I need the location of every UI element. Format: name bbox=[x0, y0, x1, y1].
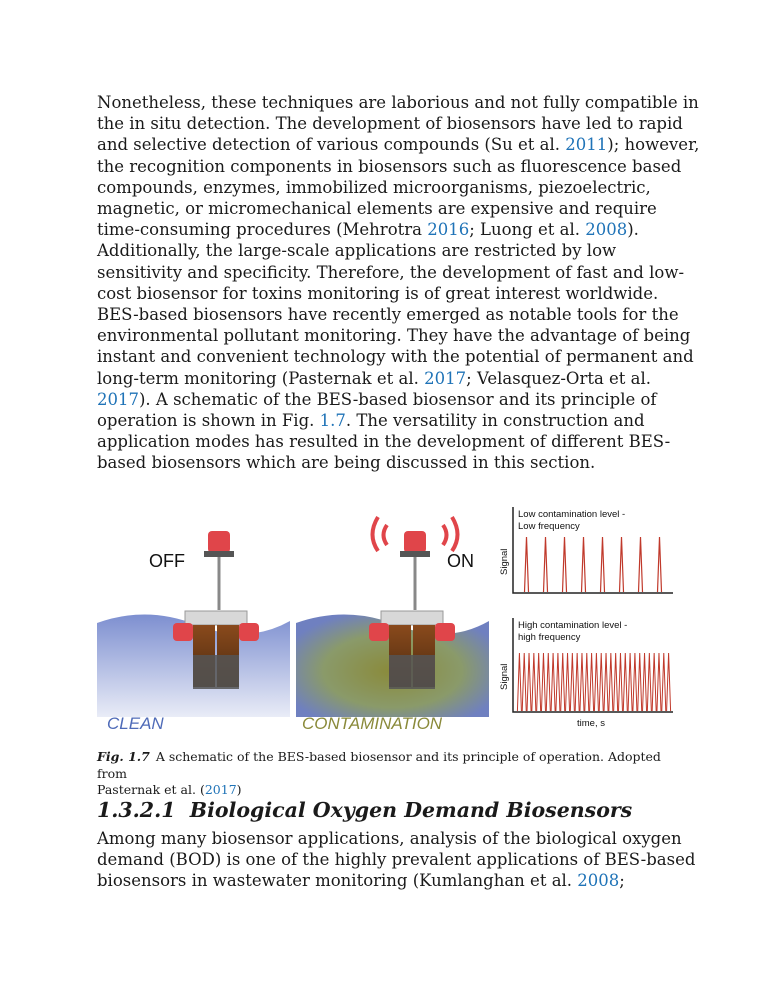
plot-top-ylabel: Signal bbox=[499, 548, 510, 575]
plot-bottom-title-2: high frequency bbox=[518, 632, 581, 643]
signal-spike bbox=[580, 653, 584, 711]
plot-xlabel: time, s bbox=[577, 718, 605, 729]
plot-top-title-2: Low frequency bbox=[518, 521, 580, 532]
signal-spike bbox=[541, 653, 545, 711]
citation-link[interactable]: 2017 bbox=[97, 389, 139, 409]
signal-spike bbox=[604, 653, 608, 711]
signal-spike bbox=[585, 653, 589, 711]
beacon-off bbox=[208, 531, 230, 553]
signal-spike bbox=[546, 653, 550, 711]
signal-spike bbox=[667, 653, 671, 711]
paragraph-1-line: 2017). A schematic of the BES-based biosensor and its principle of bbox=[97, 389, 657, 409]
paragraph-1-line: environmental pollutant monitoring. They have the advantage of being bbox=[97, 326, 691, 346]
signal-spike bbox=[643, 653, 647, 711]
paragraph-2-line: demand (BOD) is one of the highly prevalent applications of BES-based bbox=[97, 850, 696, 870]
citation-link[interactable]: 1.7 bbox=[319, 411, 346, 431]
contamination-label: CONTAMINATION bbox=[302, 714, 443, 733]
paragraph-1-line: cost biosensor for toxins monitoring is of great interest worldwide. bbox=[97, 283, 659, 303]
section-heading bbox=[97, 798, 632, 822]
paragraph-2-line: Among many biosensor applications, analysis of the biological oxygen bbox=[97, 829, 682, 848]
figure-schematic bbox=[97, 505, 673, 740]
clean-label: CLEAN bbox=[107, 714, 164, 733]
signal-spike bbox=[527, 653, 531, 711]
spikes-low bbox=[525, 537, 662, 592]
signal-spike bbox=[517, 653, 521, 711]
paragraph-1-line: the recognition components in biosensors such as fluorescence based bbox=[97, 156, 682, 176]
signal-spike bbox=[639, 537, 643, 592]
signal-spike bbox=[590, 653, 594, 711]
signal-spike bbox=[582, 537, 586, 592]
paragraph-1-line: BES-based biosensors have recently emerged as notable tools for the bbox=[97, 305, 679, 325]
signal-spike bbox=[561, 653, 565, 711]
plot-low-frequency bbox=[499, 507, 673, 593]
citation-link[interactable]: 2011 bbox=[565, 135, 608, 155]
signal-spike bbox=[551, 653, 555, 711]
signal-spike bbox=[609, 653, 613, 711]
signal-spike bbox=[594, 653, 598, 711]
paragraph-1-line: operation is shown in Fig. 1.7. The versatility in construction and bbox=[97, 411, 645, 431]
signal-spike bbox=[556, 653, 560, 711]
paragraph-1-line: compounds, enzymes, immobilized microorganisms, piezoelectric, bbox=[97, 177, 651, 197]
plot-high-frequency bbox=[499, 618, 673, 729]
paragraph-1-line: magnetic, or micromechanical elements are expensive and require bbox=[97, 199, 657, 219]
paragraph-1-line: Additionally, the large-scale applications are restricted by low bbox=[97, 241, 617, 261]
signal-spike bbox=[570, 653, 574, 711]
signal-spike bbox=[647, 653, 651, 711]
signal-spike bbox=[618, 653, 622, 711]
signal-spike bbox=[633, 653, 637, 711]
signal-spike bbox=[537, 653, 541, 711]
signal-spike bbox=[601, 537, 605, 592]
signal-spike bbox=[599, 653, 603, 711]
signal-spike bbox=[544, 537, 548, 592]
paragraph-1-line: Nonetheless, these techniques are laborious and not fully compatible in bbox=[97, 93, 699, 112]
figure-1-7 bbox=[97, 505, 673, 740]
paragraph-1-line: based biosensors which are being discussed in this section. bbox=[97, 453, 596, 473]
signal-spike bbox=[614, 653, 618, 711]
signal-spike bbox=[658, 537, 662, 592]
paragraph-2 bbox=[97, 828, 696, 892]
paragraph-1-line: application modes has resulted in the development of different BES- bbox=[97, 432, 671, 452]
signal-spike bbox=[532, 653, 536, 711]
on-label: ON bbox=[447, 551, 474, 571]
section-title: Biological Oxygen Demand Biosensors bbox=[189, 798, 633, 822]
citation-link[interactable]: 2016 bbox=[427, 220, 470, 240]
beacon-on bbox=[404, 531, 426, 553]
section-number: 1.3.2.1 bbox=[97, 798, 176, 822]
caption-label: Fig. 1.7 bbox=[97, 749, 150, 764]
signal-spike bbox=[563, 537, 567, 592]
signal-spike bbox=[575, 653, 579, 711]
spikes-high bbox=[517, 653, 670, 711]
signal-spike bbox=[657, 653, 661, 711]
citation-link[interactable]: 2017 bbox=[424, 368, 467, 388]
main-text bbox=[97, 92, 700, 474]
paragraph-1 bbox=[97, 92, 700, 474]
plot-bottom-title-1: High contamination level - bbox=[518, 620, 628, 631]
paragraph-1-line: sensitivity and specificity. Therefore, the development of fast and low- bbox=[97, 262, 685, 282]
figure-caption bbox=[97, 749, 675, 799]
caption-ref-link[interactable]: 2017 bbox=[204, 782, 237, 797]
signal-spike bbox=[525, 537, 529, 592]
paragraph-1-line: and selective detection of various compounds (Su et al. 2011); however, bbox=[97, 135, 700, 155]
plot-bottom-ylabel: Signal bbox=[499, 663, 510, 690]
caption-text-3: ) bbox=[236, 782, 242, 797]
signal-spike bbox=[628, 653, 632, 711]
signal-spike bbox=[566, 653, 570, 711]
paragraph-1-line: long-term monitoring (Pasternak et al. 2017; Velasquez-Orta et al. bbox=[97, 368, 652, 388]
caption-text-2: Pasternak et al. ( bbox=[97, 782, 205, 797]
plot-top-title-1: Low contamination level - bbox=[518, 509, 626, 520]
citation-link[interactable]: 2008 bbox=[577, 871, 620, 891]
paragraph-1-line: the in situ detection. The development of biosensors have led to rapid bbox=[97, 114, 683, 134]
signal-spike bbox=[662, 653, 666, 711]
off-label: OFF bbox=[149, 551, 185, 571]
signal-spike bbox=[638, 653, 642, 711]
signal-spike bbox=[522, 653, 526, 711]
paragraph-1-line: time-consuming procedures (Mehrotra 2016; Luong et al. 2008). bbox=[97, 220, 639, 240]
signal-spike bbox=[623, 653, 627, 711]
paragraph-2-line: biosensors in wastewater monitoring (Kumlanghan et al. 2008; bbox=[97, 871, 625, 891]
citation-link[interactable]: 2008 bbox=[585, 220, 628, 240]
paragraph-1-line: instant and convenient technology with the potential of permanent and bbox=[97, 347, 694, 367]
signal-spike bbox=[620, 537, 624, 592]
paragraph-2-container bbox=[97, 828, 696, 892]
caption-text-1: A schematic of the BES-based biosensor and its principle of operation. Adopted from bbox=[97, 749, 661, 781]
signal-spike bbox=[652, 653, 656, 711]
